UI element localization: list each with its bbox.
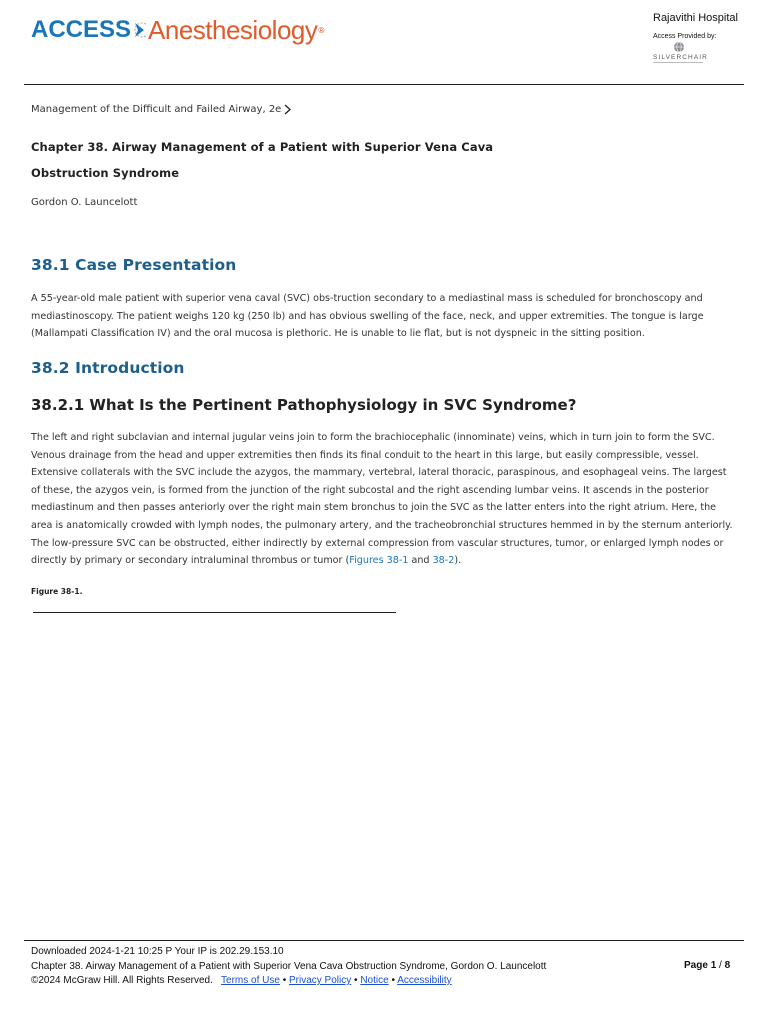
chapter-author: Gordon O. Launcelott [31, 197, 138, 208]
notice-link[interactable]: Notice [360, 975, 389, 986]
pathophysiology-text [31, 429, 738, 570]
citation-text: Chapter 38. Airway Management of a Patient with Superior Vena Cava Obstruction Syndrome, Gordon O. Launcelott [31, 960, 547, 972]
footer-bullet: • [279, 975, 289, 986]
subsection-heading-pathophysiology: 38.2.1 What Is the Pertinent Pathophysiology in SVC Syndrome? [31, 396, 577, 414]
chapter-title: Chapter 38. Airway Management of a Patient with Superior Vena Cava Obstruction Syndrome [31, 140, 494, 180]
logo-access-text: ACCESS [31, 16, 132, 43]
copyright-line [31, 974, 546, 989]
page-total: 8 [724, 960, 731, 971]
section-heading-case-presentation: 38.1 Case Presentation [31, 256, 237, 274]
figure-divider [33, 612, 396, 613]
footer-divider [24, 940, 744, 941]
page-label: Page [684, 960, 708, 971]
footer-bullet: • [388, 975, 398, 986]
access-anesthesiology-logo[interactable] [31, 10, 325, 50]
page-current: 1 [710, 960, 717, 971]
header-divider [24, 84, 744, 85]
silverchair-logo: SILVERCHAIR [653, 54, 708, 61]
page-indicator [684, 960, 730, 971]
figure-label: Figure 38-1. [31, 587, 83, 596]
site-header [0, 0, 768, 85]
privacy-policy-link[interactable]: Privacy Policy [289, 975, 352, 986]
access-provided-label: Access Provided by: [653, 33, 717, 40]
closing-text: ). [454, 555, 462, 567]
terms-of-use-link[interactable]: Terms of Use [221, 975, 280, 986]
download-info: Downloaded 2024-1-21 10:25 P Your IP is 202.29.153.10 [31, 946, 284, 957]
logo-arrow-icon [133, 18, 147, 42]
institution-name: Rajavithi Hospital [653, 12, 738, 24]
figure-38-1-link[interactable]: Figures 38-1 [349, 555, 409, 567]
logo-registered-mark: ® [317, 25, 326, 35]
breadcrumb-book[interactable]: Management of the Difficult and Failed Airway, 2e [31, 104, 282, 115]
and-text: and [408, 555, 433, 567]
case-presentation-text: A 55-year-old male patient with superior vena caval (SVC) obs-truction secondary to a mediastinal mass is scheduled for bronchoscopy and mediastinoscopy. The patient weighs 120 kg (250 lb) and has obvious swelling of the face, neck, and upper extremities. The tongue is large (Mallampati Classification IV) and the oral mucosa is plethoric. He is unable to lie flat, but is not dyspneic in the sitting position. [31, 293, 704, 340]
page-footer [31, 945, 546, 989]
silverchair-underline [653, 62, 703, 65]
silverchair-globe-icon [673, 41, 685, 53]
footer-bullet: • [351, 975, 361, 986]
figure-38-2-link[interactable]: 38-2 [432, 555, 455, 567]
section-heading-introduction: 38.2 Introduction [31, 359, 185, 377]
pathophysiology-body: The left and right subclavian and internal jugular veins join to form the brachiocephalic (innominate) veins, which in turn join to form the SVC. Venous drainage from the head and upper extremities then finds its final conduit to the heart in this large, but easily compressible, vessel. Extensive collaterals with the SVC include the azygos, the mammary, vertebral, lateral thoracic, paraspinous, and esophageal veins. The largest of these, the azygos vein, is formed from the junction of the right subcostal and the right ascending lumbar veins. It ascends in the posterior mediastinum and then passes anteriorly over the right main stem bronchus to join the SVC as the latter enters into the right atrium. Here, the area is anatomically crowded with lymph nodes, the pulmonary artery, and the tracheobronchial structures hemmed in by the sternum anteriorly. The low-pressure SVC can be obstructed, either indirectly by external compression from vascular structures, tumor, or enlarged lymph nodes or directly by primary or secondary intraluminal thrombus or tumor ( [31, 432, 733, 567]
accessibility-link[interactable]: Accessibility [397, 975, 452, 986]
copyright-text: ©2024 McGraw Hill. All Rights Reserved. [31, 975, 213, 986]
breadcrumb[interactable] [31, 104, 292, 115]
chevron-right-icon [283, 104, 292, 115]
logo-anesthesiology-text: Anesthesiology [148, 14, 318, 45]
page-separator: / [716, 960, 725, 971]
